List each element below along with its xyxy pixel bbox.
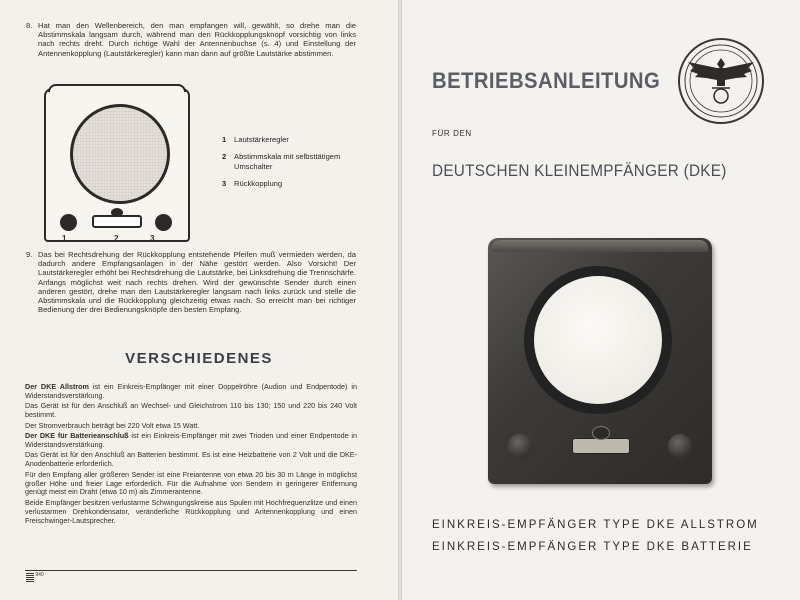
feedback-knob-drawing [155, 214, 172, 231]
legend-number: 3 [222, 178, 227, 188]
instruction-8-number: 8. [26, 21, 33, 30]
printer-logo-icon [26, 573, 34, 583]
instruction-9-number: 9. [26, 250, 33, 259]
radio-line-drawing [44, 84, 192, 244]
radio-control-panel [508, 424, 692, 466]
cover-for-text: FÜR DEN [432, 129, 472, 138]
feedback-knob [668, 434, 692, 458]
figure-label-1: 1 [62, 234, 67, 243]
legend-item [222, 135, 372, 146]
misc-paragraph: Beide Empfänger besitzen verlustarme Schwingungskreise aus Spulen mit Hochfrequenzlitze und einen verlustarmen Drehkondensator, veränderliche Rückkopplung und Antennenkopplung und einen Freischwinger-Lautsprecher. [25, 497, 357, 525]
right-page [402, 0, 800, 600]
legend-text: Lautstärkeregler [234, 135, 289, 144]
misc-bold-term: Der DKE für Batterieanschluß [25, 431, 129, 441]
radio-top-edge [492, 240, 708, 252]
printer-mark [26, 573, 44, 583]
figure-label-3: 3 [150, 234, 155, 243]
figure-label-2: 2 [114, 234, 119, 243]
radio-drawing-control-panel [54, 208, 180, 236]
legend-number: 2 [222, 151, 227, 161]
instruction-8 [26, 21, 356, 58]
radio-drawing-top [48, 84, 186, 92]
figure-legend [222, 135, 372, 195]
radio-photo [488, 238, 712, 486]
instruction-8-text: Hat man den Wellenbereich, den man empfangen will, gewählt, so drehe man die Abstimmskala langsam durch, während man den Rückkopplungsknopf vorsichtig von links nach rechts dreht. Durch richtige Wahl der Antennenbuchse (s. 4) und Einstellung der Antennenkopplung (Lautstärkeregler) kann man dann auf größte Lautstärke abstimmen. [38, 21, 356, 58]
radio-emblem-icon [592, 426, 610, 440]
eagle-emblem-icon [676, 36, 766, 126]
tuning-scale [572, 438, 630, 454]
misc-paragraph [25, 383, 357, 401]
volume-knob-drawing [60, 214, 77, 231]
legend-item [222, 152, 372, 173]
speaker-cloth [534, 276, 662, 404]
type-line-batterie: EINKREIS-EMPFÄNGER TYPE DKE BATTERIE [432, 541, 753, 553]
instruction-9 [26, 250, 356, 315]
misc-text: ist ein Einkreis-Empfänger mit einer Doppelröhre (Audion und Endpentode) in Widerstandsverstärkung. [25, 382, 357, 400]
emblem-drawing [111, 208, 123, 217]
legend-item [222, 179, 372, 190]
cover-title: BETRIEBSANLEITUNG [432, 68, 661, 93]
misc-paragraph: Das Gerät ist für den Anschluß an Batterien bestimmt. Es ist eine Heizbatterie von 2 Volt und die DKE-Anodenbatterie erforderlich. [25, 450, 357, 469]
cover-subtitle: DEUTSCHEN KLEINEMPFÄNGER (DKE) [432, 161, 727, 180]
misc-paragraph: Für den Empfang aller größeren Sender ist eine Freiantenne von etwa 20 bis 30 m Länge in möglichst großer Höhe und freier Lage erforderlich. Für die Aufnahme von Sendern in geringerer Entfernung genügt meist ein Draht (etwa 10 m) als Zimmerantenne. [25, 469, 357, 497]
volume-knob [508, 434, 532, 458]
left-page [0, 0, 398, 600]
section-heading: VERSCHIEDENES [125, 350, 273, 367]
radio-drawing-speaker [70, 104, 170, 204]
legend-number: 1 [222, 135, 227, 144]
legend-text: Abstimmskala mit selbsttätigem Umschalter [234, 151, 341, 171]
misc-paragraph: Der Stromverbrauch beträgt bei 220 Volt etwa 15 Watt. [25, 420, 200, 430]
legend-text: Rückkopplung [234, 178, 283, 188]
misc-text: ist ein Einkreis-Empfänger mit zwei Trioden und einer Endpentode in Widerstandsverstärkung. [25, 431, 357, 449]
type-line-allstrom: EINKREIS-EMPFÄNGER TYPE DKE ALLSTROM [432, 519, 759, 531]
misc-paragraph: Das Gerät ist für den Anschluß an Wechsel- und Gleichstrom 110 bis 130; 150 und 220 bis 240 Volt bestimmt. [25, 401, 357, 420]
misc-paragraph [25, 432, 357, 450]
misc-bold-term: Der DKE Allstrom [25, 382, 89, 391]
misc-section [25, 383, 357, 527]
instruction-9-text: Das bei Rechtsdrehung der Rückkopplung entstehende Pfeifen muß vermieden werden, da dadurch andere Empfangsanlagen in der Nähe gestört werden. Also Vorsicht! Der Lautstärkeregler erhöht bei Rechtsdrehung die Lautstärke, bei Linksdrehung die Trennschärfe. Anfangs möglichst weit nach rechts drehen. Wird der gewünschte Sender durch einen anderen gestört, drehe man den Lautstärkeregler langsam nach links zurück und stelle die Abstimmskala und die Rückkopplung gleichzeitig etwas nach. So erreicht man bei richtiger Bedienung der drei Bedienungsknöpfe den besten Empfang. [38, 250, 356, 315]
print-number: 940 [35, 572, 44, 578]
footer-rule [25, 570, 357, 571]
